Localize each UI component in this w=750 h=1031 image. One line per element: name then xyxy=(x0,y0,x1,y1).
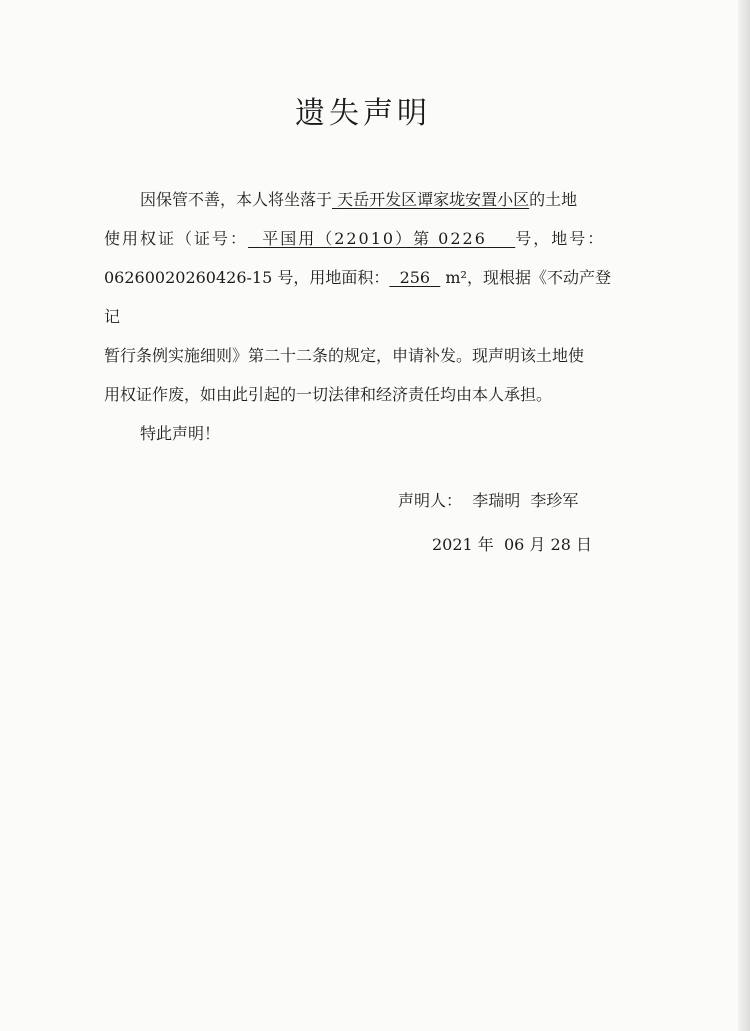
property-location-text: 天岳开发区谭家垅安置小区 xyxy=(337,190,530,209)
signature-label: 声明人： xyxy=(398,491,463,510)
text-span: 因保管不善，本人将坐落于 xyxy=(140,190,333,209)
signature-block xyxy=(398,488,578,511)
statement-line-5 xyxy=(104,375,624,414)
text-span: 的土地 xyxy=(529,190,578,209)
signature-names: 李瑞明 李珍军 xyxy=(472,491,579,510)
statement-body xyxy=(104,180,624,453)
text-span: 用权证作废，如由此引起的一切法律和经济责任均由本人承担。 xyxy=(104,385,553,404)
text-span: 使用权证（证号： xyxy=(104,229,249,248)
certificate-number-text: 平国用（22010）第 0226 xyxy=(262,229,487,248)
property-location xyxy=(332,190,529,209)
parcel-number: 06260020260426-15 xyxy=(104,268,273,287)
text-span: 号，地号： xyxy=(515,229,606,248)
certificate-number xyxy=(248,229,515,248)
text-span: ，现根据《不动产登记 xyxy=(104,268,611,326)
land-area xyxy=(389,268,440,287)
statement-closing: 特此声明！ xyxy=(140,424,221,443)
text-span: 暂行条例实施细则》第二十二条的规定，申请补发。现声明该土地使 xyxy=(104,346,585,365)
statement-line-3 xyxy=(104,258,624,336)
page-edge xyxy=(738,0,750,1031)
land-area-value: 256 xyxy=(399,268,431,287)
page-title: 遗失声明 xyxy=(295,96,431,131)
statement-line-4 xyxy=(104,336,624,375)
text-span: 号，用地面积： xyxy=(277,268,390,287)
statement-date: 2021 年 06 月 28 日 xyxy=(432,535,592,554)
statement-line-2 xyxy=(104,219,624,258)
statement-line-1 xyxy=(104,180,624,219)
area-unit: m² xyxy=(445,268,467,287)
